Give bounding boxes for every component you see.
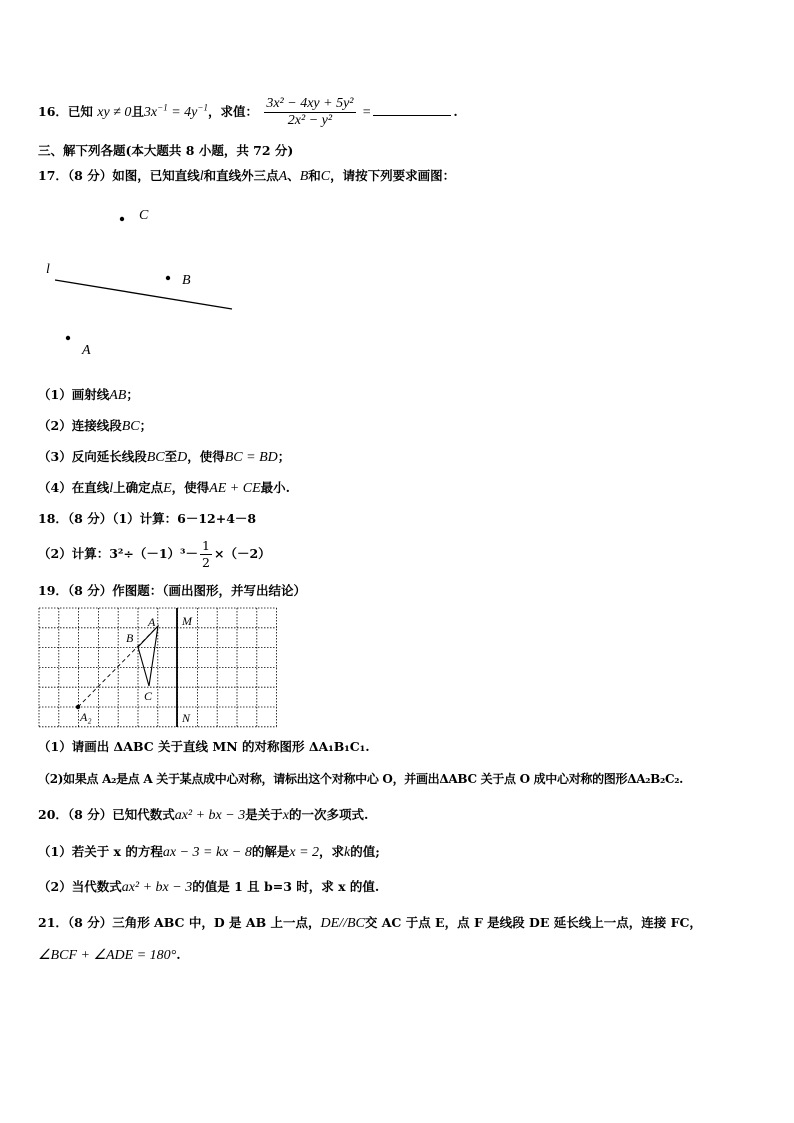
text: 且 (131, 104, 144, 119)
q17-figure (0, 0, 794, 370)
text: . (453, 104, 458, 119)
q20-stem: 20．（8 分）已知代数式ax² + bx − 3是关于x的一次多项式. (38, 807, 369, 823)
fraction: $\frac{1}{2}$ (202, 538, 210, 570)
q17-stem: 17．（8 分）如图，已知直线l和直线外三点A、B和C，请按下列要求画图： (38, 168, 456, 184)
section-heading: 三、解下列各题(本大题共 8 小题，共 72 分) (38, 143, 294, 158)
q19-stem: 19．（8 分）作图题：（画出图形，并写出结论） (38, 583, 306, 598)
label-l: l (46, 262, 50, 277)
equals-sign: = (361, 105, 372, 120)
q19-item-1: （1）请画出 ΔABC 关于直线 MN 的对称图形 ΔA₁B₁C₁. (38, 739, 370, 754)
point-A2 (76, 705, 80, 709)
label-A: A (148, 615, 156, 629)
triangle-ABC (138, 626, 158, 686)
q17-item-3: （3）反向延长线段BC至D，使得BC = BD； (38, 449, 291, 465)
q17-item-4: （4）在直线l上确定点E，使得AE + CE最小. (38, 480, 290, 496)
q21-line-2: ∠BCF + ∠ADE = 180°. (38, 947, 181, 963)
label-N: N (182, 711, 191, 725)
text: 已知 (67, 104, 93, 119)
text: ，求值： (207, 104, 258, 119)
q18-line-2: （2）计算：3²÷（－1）³－ $\frac{1}{2}$ ×（－2） (38, 538, 271, 570)
label-B: B (182, 273, 191, 288)
q18-line-1: 18．（8 分）（1）计算：6－12+4－8 (38, 511, 257, 526)
q21-stem: 21．（8 分）三角形 ABC 中，D 是 AB 上一点，DE//BC交 AC 于点 E，点 F 是线段 DE 延长线上一点，连接 FC， (38, 915, 702, 931)
q20-item-2: （2）当代数式ax² + bx − 3的值是 1 且 b=3 时，求 x 的值. (38, 879, 380, 895)
label-A2: A₂ (80, 710, 92, 724)
label-C: C (144, 689, 153, 703)
point-C (120, 217, 124, 221)
point-A (66, 336, 70, 340)
fraction: $\frac{\text{3x² − 4xy + 5y²}}{\text{2x² − y²}}$ (266, 96, 354, 128)
point-B (166, 276, 170, 280)
q19-grid-figure (38, 607, 278, 729)
q19-item-2: （2)如果点 A₂是点 A 关于某点成中心对称，请标出这个对称中心 O，并画出ΔABC 关于点 O 成中心对称的图形ΔA₂B₂C₂. (38, 772, 684, 786)
label-M: M (182, 614, 192, 628)
math-expr: xy ≠ 0 (97, 105, 132, 120)
label-C: C (139, 208, 149, 223)
q17-item-2: （2）连接线段BC； (38, 418, 153, 434)
label-A: A (82, 343, 91, 358)
q20-item-1: （1）若关于 x 的方程ax − 3 = kx − 8的解是x = 2，求k的值; (38, 844, 380, 860)
line-l (55, 280, 232, 309)
math-expr: $3x^{-1} = 4y^{-1}$ (143, 102, 208, 120)
label-B: B (126, 631, 134, 645)
q17-item-1: （1）画射线AB； (38, 387, 139, 403)
question-number: 16． (38, 104, 68, 119)
